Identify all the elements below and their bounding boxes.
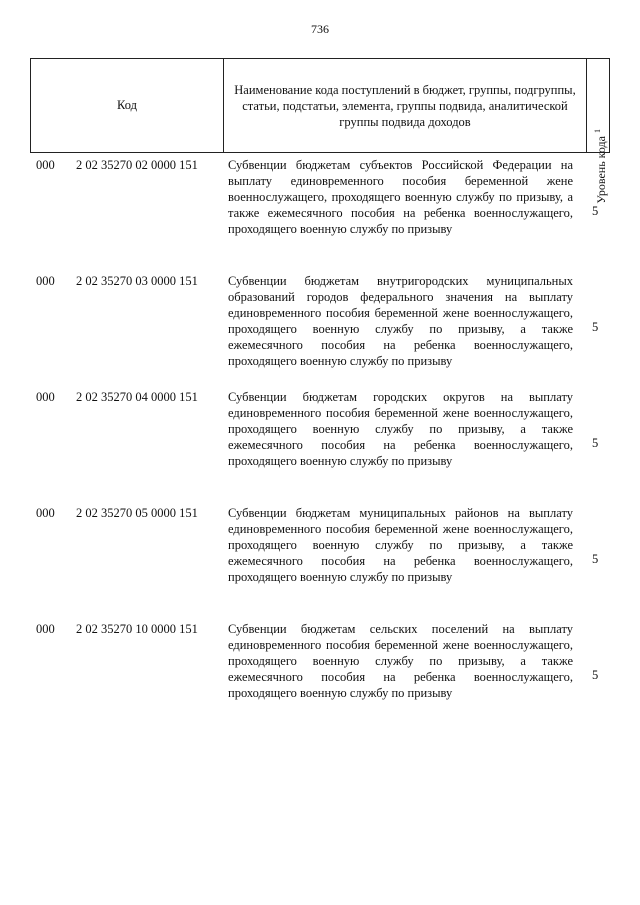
- table-row: [30, 621, 610, 737]
- row-prefix: 000: [36, 390, 55, 404]
- row-prefix: 000: [36, 158, 55, 172]
- row-description: Субвенции бюджетам сельских поселений на выплату единовременного пособия беременной жене военнослужащего, проходящего военную службу по призыву, а также ежемесячного пособия на ребенка военнослужащего, проходящего военную службу по призыву: [228, 622, 573, 700]
- header-code: Код: [31, 59, 224, 152]
- header-level-label: Уровень кода: [594, 136, 608, 204]
- header-name: Наименование кода поступлений в бюджет, группы, подгруппы, статьи, подстатьи, элемента, группы подвида, аналитической группы подвида доходов: [224, 59, 587, 152]
- page-number: 736: [311, 22, 329, 36]
- table-row: [30, 505, 610, 621]
- row-description: Субвенции бюджетам внутригородских муниципальных образований городов федерального значения на выплату единовременного пособия беременной жене военнослужащего, проходящего военную службу по призыву, а также ежемесячного пособия на ребенка военнослужащего, проходящего военную службу по призыву: [228, 274, 573, 368]
- row-prefix: 000: [36, 506, 55, 520]
- table-body: [30, 157, 610, 737]
- row-code: 2 02 35270 02 0000 151: [76, 158, 198, 172]
- table-row: [30, 389, 610, 505]
- row-prefix: 000: [36, 622, 55, 636]
- header-level-footnote: 1: [593, 129, 602, 133]
- row-level: 5: [592, 668, 599, 682]
- header-level-cell: [587, 59, 610, 204]
- row-level: 5: [592, 204, 599, 218]
- row-description: Субвенции бюджетам городских округов на выплату единовременного пособия беременной жене военнослужащего, проходящего военную службу по призыву, а также ежемесячного пособия на ребенка военнослужащего, проходящего военную службу по призыву: [228, 390, 573, 468]
- row-code: 2 02 35270 04 0000 151: [76, 390, 198, 404]
- row-code: 2 02 35270 03 0000 151: [76, 274, 198, 288]
- row-code: 2 02 35270 05 0000 151: [76, 506, 198, 520]
- row-code: 2 02 35270 10 0000 151: [76, 622, 198, 636]
- row-description: Субвенции бюджетам муниципальных районов на выплату единовременного пособия беременной жене военнослужащего, проходящего военную службу по призыву, а также ежемесячного пособия на ребенка военнослужащего, проходящего военную службу по призыву: [228, 506, 573, 584]
- row-level: 5: [592, 552, 599, 566]
- row-level: 5: [592, 320, 599, 334]
- table-row: [30, 157, 610, 273]
- row-level: 5: [592, 436, 599, 450]
- row-description: Субвенции бюджетам субъектов Российской Федерации на выплату единовременного пособия беременной жене военнослужащего, проходящего военную службу по призыву, а также ежемесячного пособия на ребенка военнослужащего, проходящего военную службу по призыву: [228, 158, 573, 236]
- table-row: [30, 273, 610, 389]
- row-prefix: 000: [36, 274, 55, 288]
